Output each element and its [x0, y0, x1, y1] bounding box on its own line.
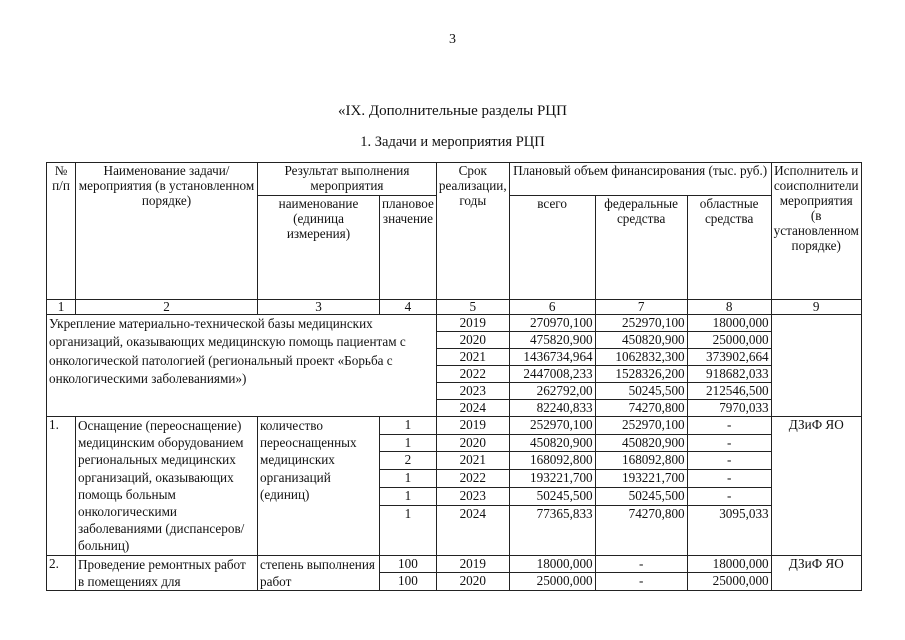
regional-cell: - [687, 470, 771, 488]
task-number: 1. [47, 417, 76, 556]
column-number: 4 [380, 300, 437, 315]
federal-cell: 74270,800 [595, 505, 687, 555]
federal-cell: 1062832,300 [595, 349, 687, 366]
section-title: «IX. Дополнительные разделы РЦП [338, 103, 567, 119]
group-name: Укрепление материально-технической базы медицинских организаций, оказывающих медицинскую помощь пациентам с онкологической патологией (региональный проект «Борьба с онкологическими заболеваниями») [47, 315, 437, 417]
header-result-name: наименование (единица измерения) [258, 196, 380, 300]
header-result-value: плановое значение [380, 196, 437, 300]
result-name: количество переоснащенных медицинских организаций (единиц) [258, 417, 380, 556]
regional-cell: 18000,000 [687, 315, 771, 332]
result-value: 1 [380, 417, 437, 435]
column-number: 7 [595, 300, 687, 315]
result-value: 2 [380, 452, 437, 470]
year-cell: 2021 [436, 349, 509, 366]
total-cell: 18000,000 [509, 555, 595, 573]
column-number: 6 [509, 300, 595, 315]
year-cell: 2023 [436, 383, 509, 400]
table-row [47, 417, 862, 435]
result-value: 1 [380, 470, 437, 488]
task-name: Оснащение (переоснащение) медицинским оборудованием региональных медицинских организаций, оказывающих помощь больным онкологическими заболеваниями (диспансеров/больниц) [76, 417, 258, 556]
column-number: 5 [436, 300, 509, 315]
total-cell: 252970,100 [509, 417, 595, 435]
task-number: 2. [47, 555, 76, 590]
regional-cell: 25000,000 [687, 332, 771, 349]
result-value: 1 [380, 434, 437, 452]
total-cell: 193221,700 [509, 470, 595, 488]
result-value: 1 [380, 487, 437, 505]
regional-cell: 18000,000 [687, 555, 771, 573]
year-cell: 2019 [436, 315, 509, 332]
header-funding: Плановый объем финансирования (тыс. руб.) [509, 163, 771, 196]
year-cell: 2021 [436, 452, 509, 470]
federal-cell: 450820,900 [595, 434, 687, 452]
regional-cell: 3095,033 [687, 505, 771, 555]
header-num: № п/п [47, 163, 76, 300]
year-cell: 2019 [436, 555, 509, 573]
federal-cell: 450820,900 [595, 332, 687, 349]
result-name: степень выполнения работ [258, 555, 380, 590]
federal-cell: 50245,500 [595, 487, 687, 505]
tasks-table [46, 162, 862, 591]
regional-cell: 212546,500 [687, 383, 771, 400]
total-cell: 262792,00 [509, 383, 595, 400]
federal-cell: 50245,500 [595, 383, 687, 400]
column-number-row [47, 300, 862, 315]
regional-cell: 25000,000 [687, 573, 771, 591]
subsection-title: 1. Задачи и мероприятия РЦП [360, 134, 545, 150]
header-federal: федеральные средства [595, 196, 687, 300]
federal-cell: 252970,100 [595, 417, 687, 435]
column-number: 9 [771, 300, 861, 315]
total-cell: 475820,900 [509, 332, 595, 349]
year-cell: 2024 [436, 400, 509, 417]
column-number: 3 [258, 300, 380, 315]
year-cell: 2022 [436, 366, 509, 383]
total-cell: 50245,500 [509, 487, 595, 505]
regional-cell: 7970,033 [687, 400, 771, 417]
result-value: 1 [380, 505, 437, 555]
table-row [47, 315, 862, 332]
year-cell: 2019 [436, 417, 509, 435]
regional-cell: - [687, 417, 771, 435]
header-result: Результат выполнения мероприятия [258, 163, 437, 196]
year-cell: 2024 [436, 505, 509, 555]
task-name: Проведение ремонтных работ в помещениях для [76, 555, 258, 590]
header-name: Наименование задачи/мероприятия (в установленном порядке) [76, 163, 258, 300]
regional-cell: 918682,033 [687, 366, 771, 383]
result-value: 100 [380, 573, 437, 591]
header-executor: Исполнитель и соисполнители мероприятия (в установленном порядке) [771, 163, 861, 300]
year-cell: 2020 [436, 573, 509, 591]
group-executor-cell [771, 315, 861, 417]
header-term: Срок реализации, годы [436, 163, 509, 300]
page-number: 3 [449, 32, 456, 47]
federal-cell: - [595, 555, 687, 573]
federal-cell: - [595, 573, 687, 591]
header-regional: областные средства [687, 196, 771, 300]
total-cell: 77365,833 [509, 505, 595, 555]
federal-cell: 252970,100 [595, 315, 687, 332]
total-cell: 1436734,964 [509, 349, 595, 366]
total-cell: 168092,800 [509, 452, 595, 470]
column-number: 2 [76, 300, 258, 315]
column-number: 1 [47, 300, 76, 315]
total-cell: 25000,000 [509, 573, 595, 591]
federal-cell: 193221,700 [595, 470, 687, 488]
regional-cell: 373902,664 [687, 349, 771, 366]
total-cell: 450820,900 [509, 434, 595, 452]
executor: ДЗиФ ЯО [771, 417, 861, 556]
regional-cell: - [687, 434, 771, 452]
year-cell: 2020 [436, 434, 509, 452]
year-cell: 2022 [436, 470, 509, 488]
year-cell: 2023 [436, 487, 509, 505]
total-cell: 270970,100 [509, 315, 595, 332]
table-row [47, 555, 862, 573]
result-value: 100 [380, 555, 437, 573]
regional-cell: - [687, 487, 771, 505]
year-cell: 2020 [436, 332, 509, 349]
federal-cell: 168092,800 [595, 452, 687, 470]
column-number: 8 [687, 300, 771, 315]
federal-cell: 74270,800 [595, 400, 687, 417]
executor: ДЗиФ ЯО [771, 555, 861, 590]
regional-cell: - [687, 452, 771, 470]
total-cell: 82240,833 [509, 400, 595, 417]
federal-cell: 1528326,200 [595, 366, 687, 383]
header-total: всего [509, 196, 595, 300]
total-cell: 2447008,233 [509, 366, 595, 383]
